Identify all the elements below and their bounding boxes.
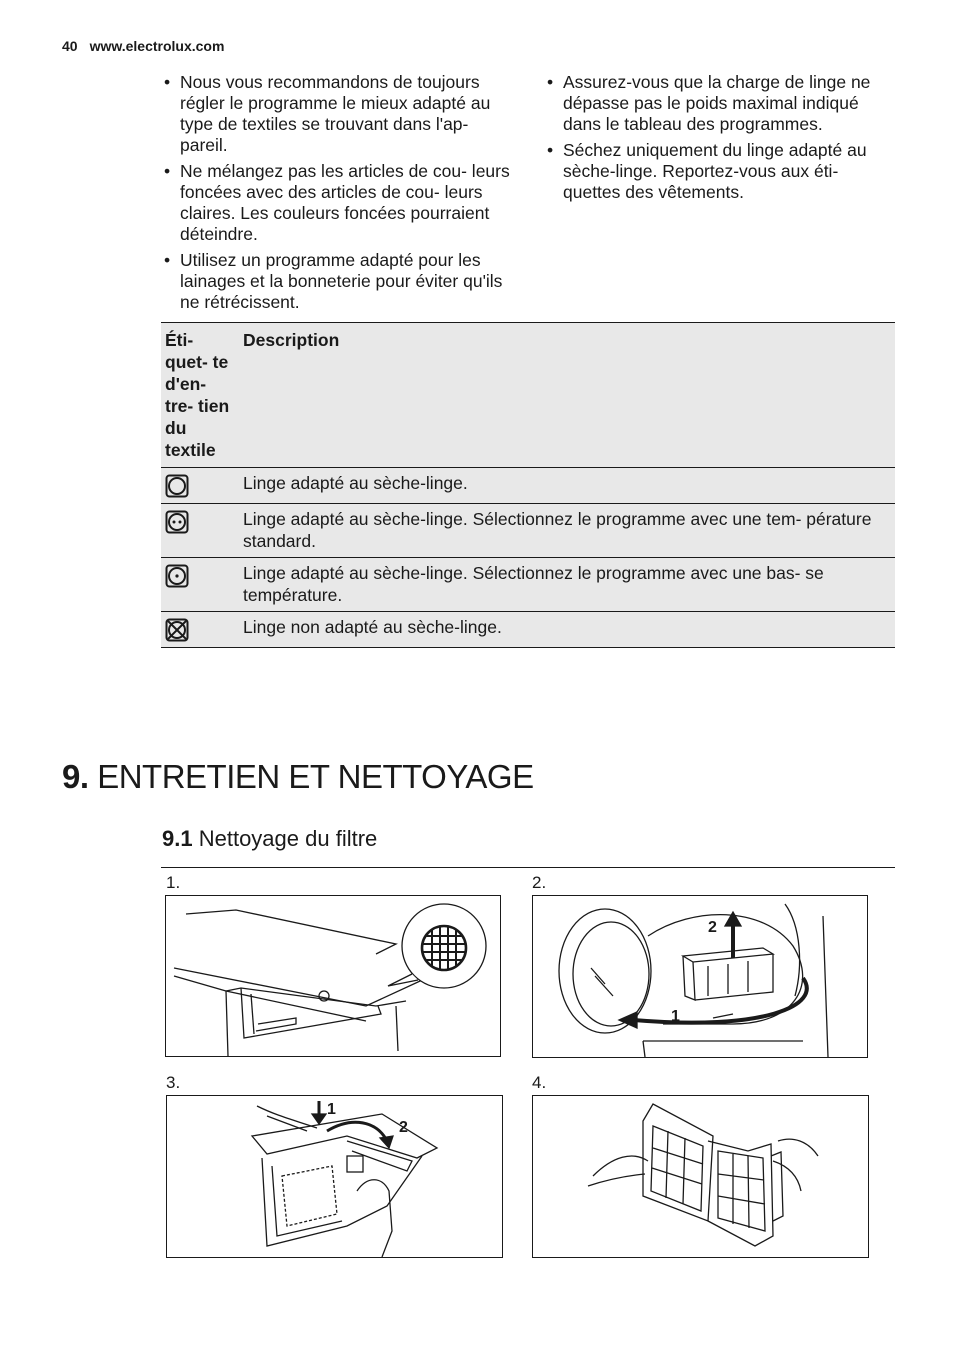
step-label: 1. xyxy=(166,873,181,892)
bullet-item: • Nous vous recommandons de toujours régler le programme le mieux adapté au type de textiles se trouvant dans l'ap- pareil. xyxy=(162,72,517,156)
bullet-column-right xyxy=(545,72,900,208)
table-row xyxy=(161,504,895,558)
clean-filter-illustration xyxy=(532,1095,869,1258)
tumble-dry-low-temp-icon xyxy=(165,564,189,588)
section-title xyxy=(62,758,534,796)
description-column-header: Description xyxy=(239,323,895,468)
table-row xyxy=(161,612,895,648)
symbol-cell xyxy=(161,612,239,648)
dryer-filter-location-illustration xyxy=(165,895,501,1057)
bullet-item: • Séchez uniquement du linge adapté au sèche-linge. Reportez-vous aux éti- quettes des vêtements. xyxy=(545,140,900,203)
tumble-dry-icon xyxy=(165,474,189,498)
page-number: 40 xyxy=(62,38,78,54)
bullet-column-left xyxy=(162,72,517,318)
callout-2: 2 xyxy=(708,919,717,936)
row-description: Linge adapté au sèche-linge. xyxy=(239,468,895,504)
page-header xyxy=(62,38,224,54)
rotate-arrow-icon xyxy=(619,978,807,1028)
section-number: 9. xyxy=(62,758,89,795)
step-label: 3. xyxy=(166,1073,181,1092)
curved-arrow-icon xyxy=(327,1122,393,1148)
care-label-table xyxy=(161,322,895,648)
symbol-cell xyxy=(161,468,239,504)
bullet-item: • Ne mélangez pas les articles de cou- leurs foncées avec des articles de cou- leurs claires. Les couleurs foncées pourraient déteindre. xyxy=(162,161,517,245)
subsection-title xyxy=(162,826,377,852)
callout-1: 1 xyxy=(327,1101,336,1118)
row-description: Linge non adapté au sèche-linge. xyxy=(239,612,895,648)
tumble-dry-normal-temp-icon xyxy=(165,510,189,534)
do-not-tumble-dry-icon xyxy=(165,618,189,642)
symbol-cell xyxy=(161,504,239,558)
subsection-number: 9.1 xyxy=(162,826,193,851)
row-description: Linge adapté au sèche-linge. Sélectionnez le programme avec une tem- pérature standard. xyxy=(239,504,895,558)
open-filter-illustration xyxy=(166,1095,503,1258)
table-header-row xyxy=(161,323,895,468)
bullet-item: • Assurez-vous que la charge de linge ne dépasse pas le poids maximal indiqué dans le tableau des programmes. xyxy=(545,72,900,135)
section-title-text: ENTRETIEN ET NETTOYAGE xyxy=(97,758,534,795)
table-row xyxy=(161,558,895,612)
symbol-cell xyxy=(161,558,239,612)
care-label-column-header: Éti- quet- te d'en- tre- tien du textile xyxy=(161,323,239,468)
subsection-title-text: Nettoyage du filtre xyxy=(198,826,378,851)
table-row xyxy=(161,468,895,504)
down-arrow-icon xyxy=(312,1101,326,1124)
bullet-item: • Utilisez un programme adapté pour les lainages et la bonneterie pour éviter qu'ils ne rétrécissent. xyxy=(162,250,517,313)
callout-2: 2 xyxy=(399,1119,408,1136)
row-description: Linge adapté au sèche-linge. Sélectionnez le programme avec une bas- se température. xyxy=(239,558,895,612)
step-label: 4. xyxy=(532,1073,547,1092)
divider xyxy=(161,867,895,868)
website-link: www.electrolux.com xyxy=(89,38,225,54)
callout-1: 1 xyxy=(671,1008,680,1025)
open-door-remove-filter-illustration xyxy=(532,895,868,1058)
step-label: 2. xyxy=(532,873,547,892)
